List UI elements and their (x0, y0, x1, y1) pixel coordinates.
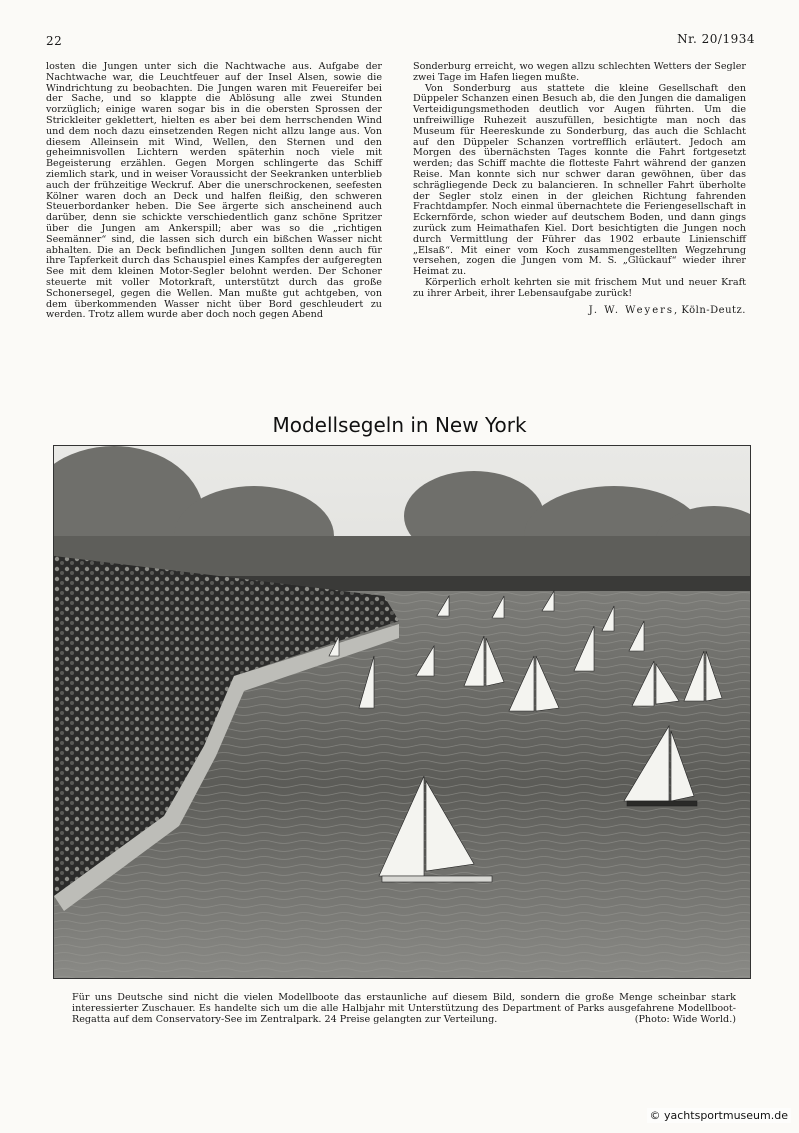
watermark: © yachtsportmuseum.de (647, 1108, 791, 1123)
article-title: Modellsegeln in New York (272, 412, 527, 437)
author-signature: J. W. Weyers, Köln-Deutz. (588, 304, 746, 316)
photo-caption (72, 993, 736, 1025)
author-place: Köln-Deutz. (681, 304, 746, 316)
paragraph: Von Sonderburg aus stattete die kleine Gesellschaft den Düppeler Schanzen einen Besuch ab, die den Jungen die damaligen Verteidigungsmethoden deutlich vor Augen führten. Um die unfreiwillige Ruhezeit auszufüllen, besichtigte man noch das Museum für Heereskunde zu Sonderburg, das auch die Schlacht auf den Düppeler Schanzen vortrefflich erläutert. Jedoch am Morgen des übernächsten Tages konnte die Fahrt fortgesetzt werden; das Schiff machte die flotteste Fahrt während der ganzen Reise. Man konnte sich nur schwer daran gewöhnen, über das schrägliegende Deck zu balancieren. In schneller Fahrt überholte der Segler stolz einen in der gleichen Richtung fahrenden Frachtdampfer. Noch einmal übernachtete die Feriengesellschaft in Eckernförde, schon wieder auf deutschem Boden, und dann gings zurück zum Heimathafen Kiel. Dort besichtigten die Jungen noch durch Vermittlung der Führer das 1902 erbaute Linienschiff „Elsaß“. Mit einer vom Koch zusammengestellten Wegzehrung versehen, zogen die Jungen vom M. S. „Glückauf“ wieder ihrer Heimat zu. (413, 82, 746, 278)
regatta-photo-illustration (54, 446, 750, 978)
paragraph: Körperlich erholt kehrten sie mit frischem Mut und neuer Kraft zu ihrer Arbeit, ihrer Lebensaufgabe zurück! (413, 276, 746, 299)
issue-number: Nr. 20/1934 (677, 32, 755, 46)
page-number: 22 (46, 34, 63, 48)
author-name: J. W. Weyers (588, 304, 675, 316)
photo-credit: (Photo: Wide World.) (634, 1013, 736, 1025)
caption-text: Für uns Deutsche sind nicht die vielen Modellboote das erstaunliche auf diesem Bild, sondern die große Menge scheinbar stark interessierter Zuschauer. Es handelte sich um die alle Halbjahr mit Unterstützung des Department of Parks ausgefahrene Modellboot-Regatta auf dem Conservatory-See im Zentralpark. 24 Preise gelangten zur Verteilung. (72, 992, 736, 1025)
paragraph: losten die Jungen unter sich die Nachtwache aus. Aufgabe der Nachtwache war, die Leuchtfeuer auf der Insel Alsen, sowie die Windrichtung zu beobachten. Die Jungen waren mit Feuereifer bei der Sache, und so klappte die Ablösung alle zwei Stunden vorzüglich; einige waren sogar bis in die obersten Sprossen der Strickleiter geklettert, hielten es aber bei dem herrschenden Wind und dem noch dazu einsetzenden Regen nicht allzu lange aus. Von diesem Alleinsein mit Wind, Wellen, den Sternen und den geheimnisvollen Lichtern werden späterhin noch viele mit Begeisterung erzählen. Gegen Morgen schlingerte das Schiff ziemlich stark, und in weiser Voraussicht der Seekranken unterblieb auch der frühzeitige Weckruf. Aber die unerschrockenen, seefesten Kölner waren doch an Deck und halfen fleißig, den schweren Steuerbordanker heben. Die See ärgerte sich anscheinend auch darüber, denn sie schickte verschiedentlich ganz schöne Spritzer über die Jungen am Ankerspill; aber was so die „richtigen Seemänner“ sind, die lassen sich durch ein bißchen Wasser nicht abhalten. Die an Deck befindlichen Jungen sollten denn auch für ihre Tapferkeit durch das Schauspiel eines Kampfes der aufgeregten See mit dem kleinen Motor-Segler belohnt werden. Der Schoner steuerte mit voller Motorkraft, unterstützt durch das große Schonersegel, gegen die Wellen. Man mußte gut achtgeben, von dem überkommenden Wasser nicht über Bord geschleudert zu werden. Trotz allem wurde aber doch noch gegen Abend (46, 61, 382, 321)
left-column (46, 62, 382, 321)
right-column (413, 62, 746, 316)
paragraph: Sonderburg erreicht, wo wegen allzu schlechten Wetters der Segler zwei Tage im Hafen liegen mußte. (413, 61, 746, 83)
regatta-photo (53, 445, 751, 979)
